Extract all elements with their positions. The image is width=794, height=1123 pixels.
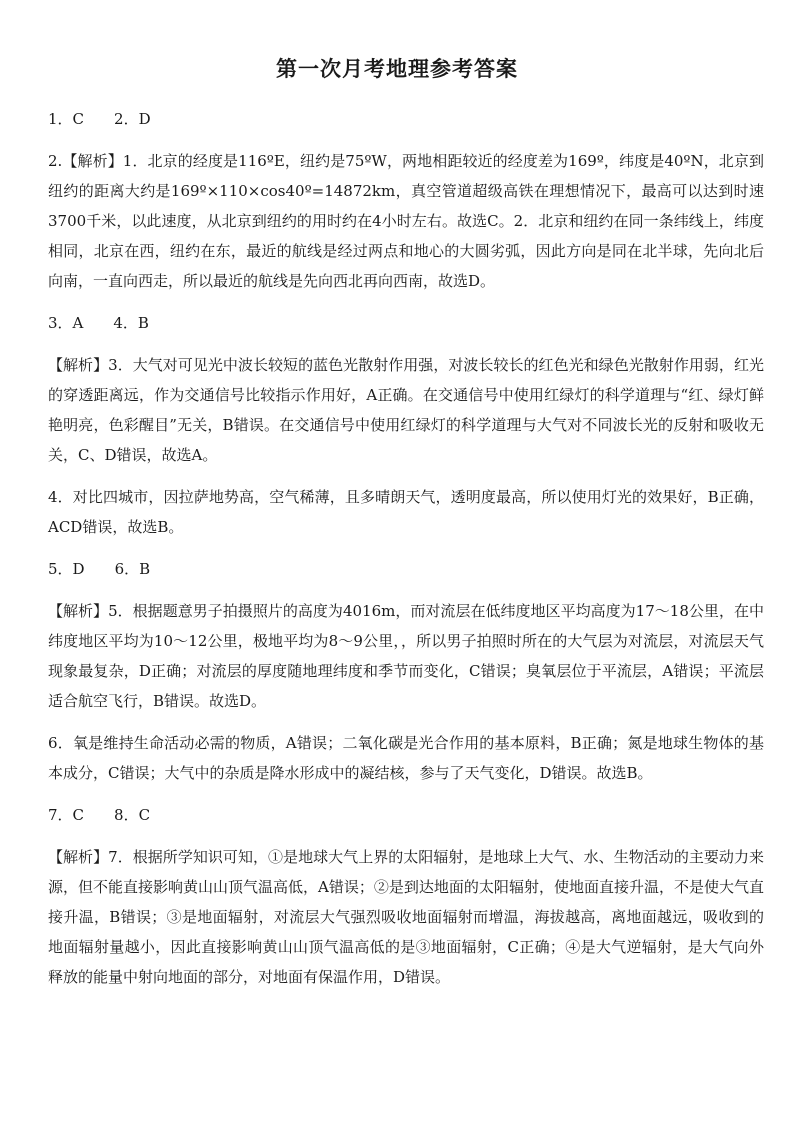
explanation-q3: 【解析】3．大气对可见光中波长较短的蓝色光散射作用强，对波长较长的红色光和绿色光散射作用弱，红光的穿透距离远，作为交通信号比较指示作用好，A正确。在交通信号中使用红绿灯的科学道理与“红、绿灯鲜艳明亮，色彩醒目”无关，B错误。在交通信号中使用红绿灯的科学道理与大气对不同波长光的反射和吸收无关，C、D错误，故选A。 (48, 356, 764, 464)
explanation-q6: 6．氧是维持生命活动必需的物质，A错误；二氧化碳是光合作用的基本原料，B正确；氮是地球生物体的基本成分，C错误；大气中的杂质是降水形成中的凝结核，参与了天气变化，D错误。故选B。 (48, 734, 764, 782)
explanation-q7: 【解析】7．根据所学知识可知，①是地球大气上界的太阳辐射，是地球上大气、水、生物活动的主要动力来源，但不能直接影响黄山山顶气温高低，A错误；②是到达地面的太阳辐射，使地面直接升温，不是使大气直接升温，B错误；③是地面辐射，对流层大气强烈吸收地面辐射而增温，海拔越高，离地面越远，吸收到的地面辐射量越小，因此直接影响黄山山顶气温高低的是③地面辐射，C正确；④是大气逆辐射，是大气向外释放的能量中射向地面的部分，对地面有保温作用，D错误。 (48, 848, 764, 986)
answer-line-1-2: 1．C 2．D (48, 110, 151, 128)
answer-line-5-6: 5．D 6．B (48, 560, 151, 578)
explanation-q4: 4．对比四城市，因拉萨地势高，空气稀薄，且多晴朗天气，透明度最高，所以使用灯光的效果好，B正确，ACD错误，故选B。 (48, 488, 764, 536)
answer-line-7-8: 7．C 8．C (48, 806, 151, 824)
explanation-q1-q2: 2.【解析】1．北京的经度是116ºE，纽约是75ºW，两地相距较近的经度差为169º，纬度是40ºN，北京到纽约的距离大约是169º×110×cos40º=14872km，真空管道超级高铁在理想情况下，最高可以达到时速3700千米，以此速度，从北京到纽约的用时约在4小时左右。故选C。2．北京和纽约在同一条纬线上，纬度相同，北京在西，纽约在东，最近的航线是经过两点和地心的大圆劣弧，因此方向是同在北半球，先向北后向南，一直向西走，所以最近的航线是先向西北再向西南，故选D。 (48, 152, 764, 290)
answer-body (48, 104, 764, 1004)
answer-line-3-4: 3．A 4．B (48, 314, 149, 332)
page-title: 第一次月考地理参考答案 (276, 57, 518, 81)
explanation-q5: 【解析】5．根据题意男子拍摄照片的高度为4016m，而对流层在低纬度地区平均高度为17～18公里，在中纬度地区平均为10～12公里，极地平均为8～9公里，，所以男子拍照时所在的大气层为对流层，对流层天气现象最复杂，D正确；对流层的厚度随地理纬度和季节而变化，C错误；臭氧层位于平流层，A错误；平流层适合航空飞行，B错误。故选D。 (48, 602, 764, 710)
